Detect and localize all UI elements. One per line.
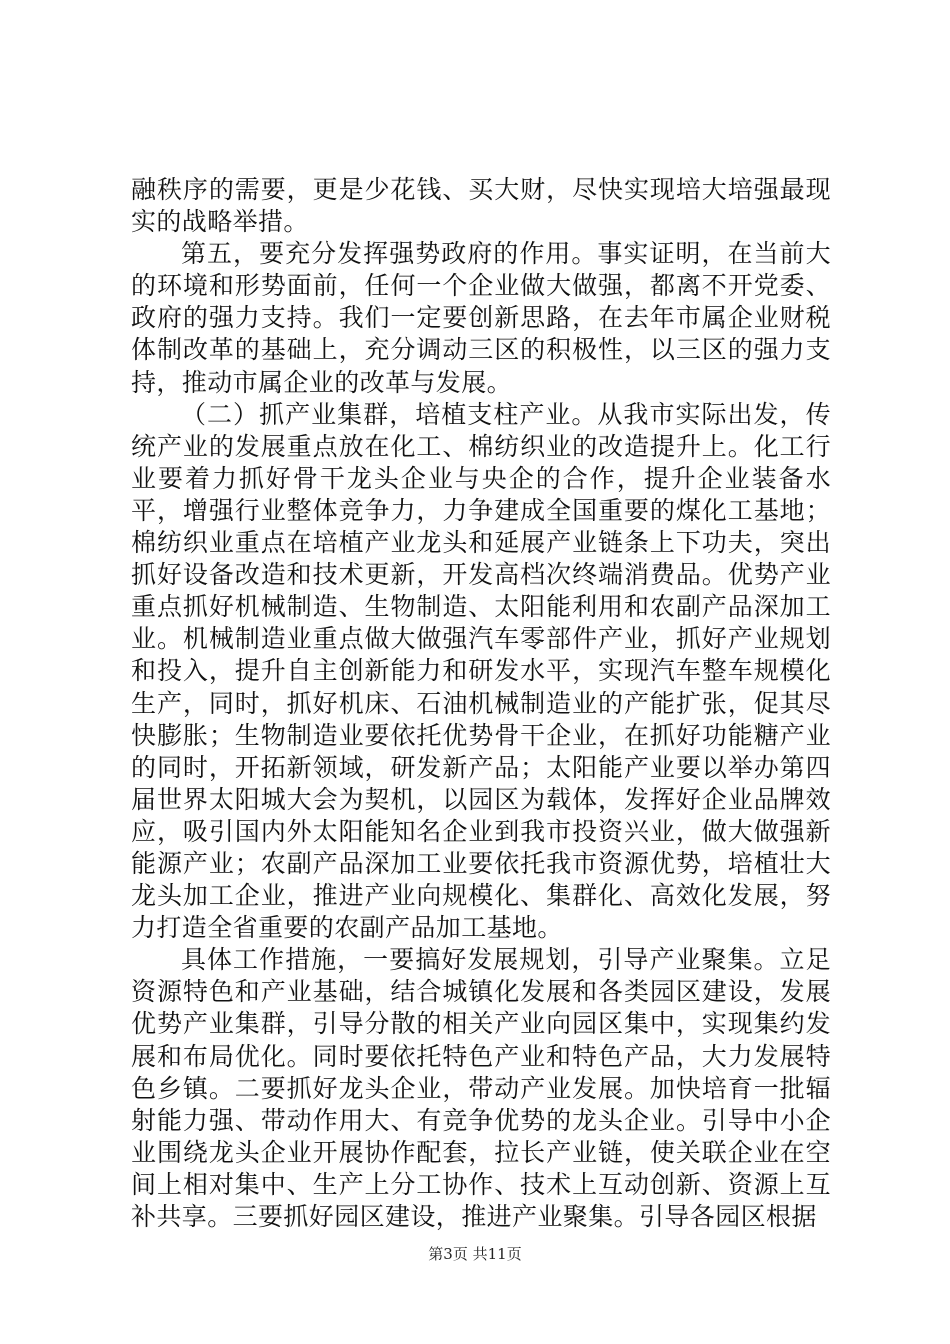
document-body <box>131 174 831 1233</box>
paragraph-industry-cluster: （二）抓产业集群，培植支柱产业。从我市实际出发，传统产业的发展重点放在化工、棉纺织业的改造提升上。化工行业要着力抓好骨干龙头企业与央企的合作，提升企业装备水平，增强行业整体竞争力，力争建成全国重要的煤化工基地；棉纺织业重点在培植产业龙头和延展产业链条上下功夫，突出抓好设备改造和技术更新，开发高档次终端消费品。优势产业重点抓好机械制造、生物制造、太阳能利用和农副产品深加工业。机械制造业重点做大做强汽车零部件产业，抓好产业规划和投入，提升自主创新能力和研发水平，实现汽车整车规模化生产，同时，抓好机床、石油机械制造业的产能扩张，促其尽快膨胀；生物制造业要依托优势骨干企业，在抓好功能糖产业的同时，开拓新领域，研发新产品；太阳能产业要以举办第四届世界太阳城大会为契机，以园区为载体，发挥好企业品牌效应，吸引国内外太阳能知名企业到我市投资兴业，做大做强新能源产业；农副产品深加工业要依托我市资源优势，培植壮大龙头加工企业，推进产业向规模化、集群化、高效化发展，努力打造全省重要的农副产品加工基地。 <box>131 399 831 943</box>
page-number-footer: 第3页 共11页 <box>428 1245 522 1263</box>
paragraph-fifth-point: 第五，要充分发挥强势政府的作用。事实证明，在当前大的环境和形势面前，任何一个企业做大做强，都离不开党委、政府的强力支持。我们一定要创新思路，在去年市属企业财税体制改革的基础上，充分调动三区的积极性，以三区的强力支持，推动市属企业的改革与发展。 <box>131 239 831 397</box>
paragraph-continuation: 融秩序的需要，更是少花钱、买大财，尽快实现培大培强最现实的战略举措。 <box>131 175 831 237</box>
paragraph-work-measures: 具体工作措施，一要搞好发展规划，引导产业聚集。立足资源特色和产业基础，结合城镇化发展和各类园区建设，发展优势产业集群，引导分散的相关产业向园区集中，实现集约发展和布局优化。同时要依托特色产业和特色产品，大力发展特色乡镇。二要抓好龙头企业，带动产业发展。加快培育一批辐射能力强、带动作用大、有竞争优势的龙头企业。引导中小企业围绕龙头企业开展协作配套，拉长产业链，使关联企业在空间上相对集中、生产上分工协作、技术上互动创新、资源上互补共享。三要抓好园区建设，推进产业聚集。引导各园区根据 <box>131 945 831 1231</box>
